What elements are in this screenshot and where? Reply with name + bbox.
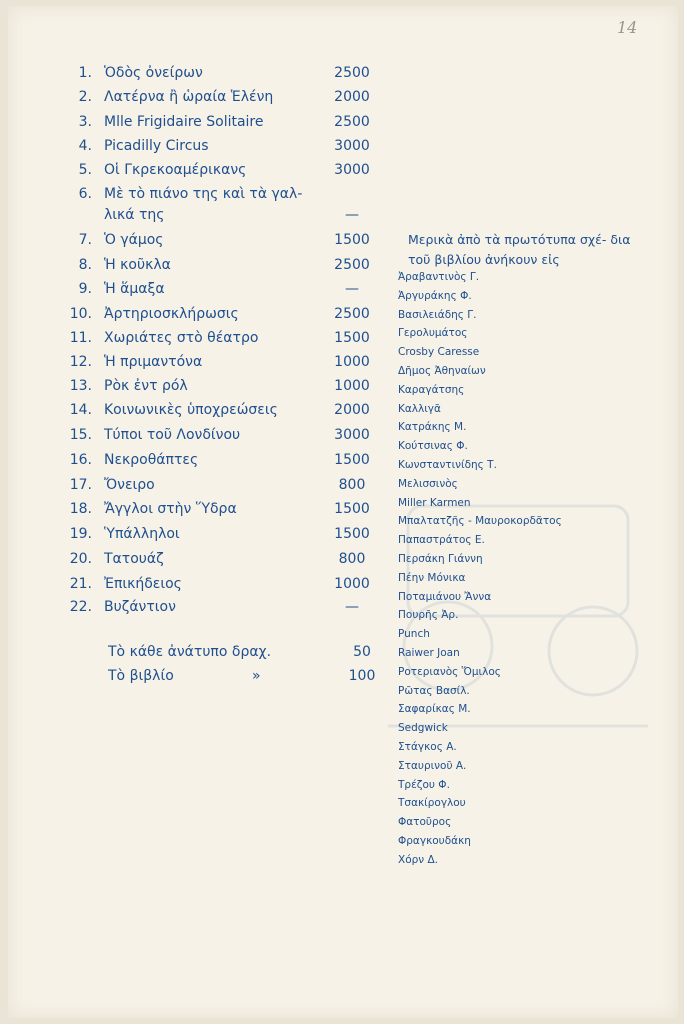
owner-name: Sedgwick <box>398 722 448 735</box>
owner-name: Παπαστράτος Ε. <box>398 534 485 547</box>
item-title: Ἀρτηριοσκλήρωσις <box>104 306 239 322</box>
owner-name: Βασιλειάδης Γ. <box>398 308 477 321</box>
item-price: 1000 <box>334 576 370 592</box>
owner-name: Crosby Caresse <box>398 346 480 359</box>
owner-name: Μπαλτατζῆς - Μαυροκορδᾶτος <box>398 515 562 528</box>
owner-name: Φραγκουδάκη <box>398 835 471 847</box>
item-title: Νεκροθάπτες <box>104 452 199 468</box>
item-number: 3. <box>78 114 92 130</box>
item-number: 21. <box>69 576 92 592</box>
owner-name: Περσάκη Γιάννη <box>398 553 483 565</box>
owner-name: Τρέζου Φ. <box>398 778 450 791</box>
owner-name: Χόρν Δ. <box>398 853 439 866</box>
item-price: — <box>345 281 359 297</box>
item-title: Ἡ πριμαντόνα <box>104 354 203 370</box>
owner-name: Ποταμιάνου Ἄννα <box>398 590 492 603</box>
item-number: 4. <box>78 138 92 154</box>
item-title: Ὁδὸς ὀνείρων <box>104 65 203 81</box>
item-number: 1. <box>78 65 92 81</box>
owner-name: Στάγκος Α. <box>398 741 457 753</box>
item-number: 18. <box>69 501 92 517</box>
item-price: 2500 <box>334 65 370 81</box>
item-price: 800 <box>338 477 366 493</box>
item-price: 2500 <box>334 257 370 273</box>
item-number: 5. <box>78 162 92 178</box>
item-number: 6. <box>78 186 92 202</box>
ditto-mark: » <box>252 668 261 684</box>
item-number: 17. <box>69 477 92 493</box>
item-title: Ἡ κοῦκλα <box>104 257 171 273</box>
item-title: Mlle Frigidaire Solitaire <box>104 114 264 130</box>
item-title: Ἡ ἅμαξα <box>104 281 165 297</box>
owner-name: Τσακίρογλου <box>398 797 466 810</box>
item-number: 9. <box>78 281 92 297</box>
item-title: Μὲ τὸ πιάνο της καὶ τὰ γαλ- <box>104 186 303 202</box>
item-number: 20. <box>69 551 92 567</box>
item-title: Ὁ γάμος <box>104 232 164 248</box>
owner-name: Καραγάτσης <box>398 383 465 396</box>
item-title: Λατέρνα ἢ ὡραία Ἑλένη <box>104 89 274 105</box>
item-price: 2000 <box>334 402 370 418</box>
item-number: 22. <box>69 599 92 615</box>
owner-name: Punch <box>398 628 430 641</box>
item-title: Picadilly Circus <box>104 138 209 154</box>
item-title: Οἱ Γκρεκοαμέρικανς <box>104 162 247 178</box>
item-title: Τύποι τοῦ Λονδίνου <box>104 427 241 443</box>
item-title: λικά της <box>104 207 165 223</box>
item-title: Ὄνειρο <box>104 477 155 493</box>
item-price: 1500 <box>334 501 370 517</box>
item-price: 1500 <box>334 330 370 346</box>
item-price: 1500 <box>334 526 370 542</box>
owner-name: Φατοῦρος <box>398 816 452 829</box>
item-price: 800 <box>338 551 366 567</box>
owner-name: Miller Karmen <box>398 496 471 509</box>
item-price: 1500 <box>334 232 370 248</box>
item-price: 3000 <box>334 162 370 178</box>
owner-name: Μελισσινὸς <box>398 477 458 490</box>
owner-name: Κατράκης Μ. <box>398 421 467 434</box>
owner-name: Κωνσταντινίδης Τ. <box>398 459 497 471</box>
item-number: 16. <box>69 452 92 468</box>
item-number: 8. <box>78 257 92 273</box>
item-price: 1000 <box>334 354 370 370</box>
item-price: 3000 <box>334 427 370 443</box>
owner-name: Ἀργυράκης Φ. <box>398 289 472 302</box>
item-number: 15. <box>69 427 92 443</box>
item-price: 2500 <box>334 114 370 130</box>
summary-label: Τὸ βιβλίο <box>108 668 174 684</box>
item-price: 1500 <box>334 452 370 468</box>
item-price: 2000 <box>334 89 370 105</box>
owner-name: Πουρῆς Ἀρ. <box>398 609 459 622</box>
owner-name: Ρῶτας Βασίλ. <box>398 684 470 697</box>
drawings-ownership-note: Μερικὰ ἀπὸ τὰ πρωτότυπα σχέ- δια τοῦ βιβλίου ἀνήκουν εἰς <box>408 232 631 267</box>
item-number: 14. <box>69 402 92 418</box>
item-title: Ἐπικήδειος <box>104 576 182 592</box>
owner-name: Γερολυμάτος <box>398 327 468 340</box>
item-price: 1000 <box>334 378 370 394</box>
owner-name: Δῆμος Ἀθηναίων <box>398 365 486 377</box>
owner-name: Ροτεριανὸς Ὅμιλος <box>398 665 501 678</box>
item-price: 3000 <box>334 138 370 154</box>
item-title: Ρὸκ ἐντ ρόλ <box>104 378 188 394</box>
item-number: 2. <box>78 89 92 105</box>
item-title: Τατουάζ <box>104 551 164 567</box>
handwritten-page-number: 14 <box>617 18 638 37</box>
owner-name: Καλλιγᾶ <box>398 402 441 415</box>
owner-name: Κούτσινας Φ. <box>398 440 468 453</box>
item-number: 10. <box>69 306 92 322</box>
item-title: Χωριάτες στὸ θέατρο <box>104 330 259 346</box>
item-number: 13. <box>69 378 92 394</box>
item-number: 7. <box>78 232 92 248</box>
summary-price: 50 <box>353 644 371 660</box>
owner-name: Πέην Μόνικα <box>398 571 466 584</box>
item-price: — <box>345 599 359 615</box>
item-title: Κοινωνικὲς ὑποχρεώσεις <box>104 402 278 418</box>
item-number: 12. <box>69 354 92 370</box>
item-number: 11. <box>69 330 92 346</box>
item-title: Βυζάντιον <box>104 599 176 615</box>
item-number: 19. <box>69 526 92 542</box>
owner-name: Raiwer Joan <box>398 647 460 659</box>
item-price: — <box>345 207 359 223</box>
owner-name: Σταυρινοῦ Α. <box>398 759 467 772</box>
summary-label: Τὸ κάθε ἀνάτυπο δραχ. <box>108 644 272 660</box>
owner-name: Ἀραβαντινὸς Γ. <box>398 271 480 283</box>
owner-name: Σαφαρίκας Μ. <box>398 703 471 716</box>
item-title: Ὑπάλληλοι <box>104 526 180 542</box>
summary-price: 100 <box>348 668 376 684</box>
item-price: 2500 <box>334 306 370 322</box>
item-title: Ἄγγλοι στὴν Ὕδρα <box>104 501 237 517</box>
